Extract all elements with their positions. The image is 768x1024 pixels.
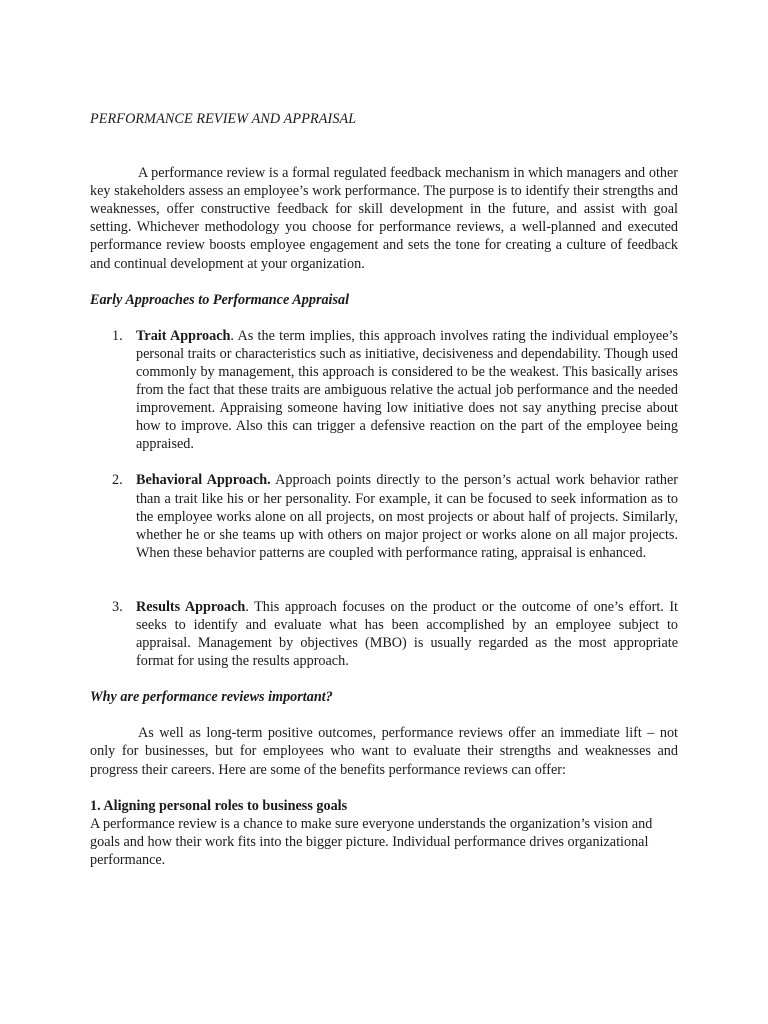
section-heading-why-important: Why are performance reviews important? [90, 689, 333, 706]
approaches-list [90, 327, 678, 671]
document-title: PERFORMANCE REVIEW AND APPRAISAL [90, 111, 357, 127]
approach-description: Approach points directly to the person’s actual work behavior rather than a trait like his or her personality. For example, it can be focused to seek information as to the employee works alone on all projects, on most projects or about half of projects. Similarly, whether he or she teams up with others on major project or works alone on all major projects. When these behavior patterns are coupled with performance rating, appraisal is enhanced. [136, 472, 678, 561]
why-important-paragraph: As well as long-term positive outcomes, performance reviews offer an immediate lift – not only for businesses, but for employees who want to evaluate their strengths and weaknesses and progress their careers. Here are some of the benefits performance reviews can offer: [90, 725, 678, 778]
document-page [90, 110, 678, 869]
section-heading-early-approaches: Early Approaches to Performance Appraisal [90, 291, 350, 308]
benefit-paragraph-aligning-roles: A performance review is a chance to make sure everyone understands the organization’s vision and goals and how their work fits into the bigger picture. Individual performance drives organizational performance. [90, 815, 653, 868]
list-item-results-approach [90, 598, 678, 670]
approach-term: Trait Approach [136, 327, 231, 344]
list-number: 2. [112, 472, 123, 489]
approach-description: . As the term implies, this approach involves rating the individual employee’s personal traits or characteristics such as initiative, decisiveness and dependability. Though used commonly by management, this approach is considered to be the weakest. This basically arises from the fact that these traits are ambiguous relative the actual job performance and the needed improvement. Appraising someone having low initiative does not say anything precise about how to improve. Also this can trigger a defensive reaction on the part of the employee being appraised. [136, 327, 678, 453]
approach-description: . This approach focuses on the product or the outcome of one’s effort. It seeks to identify and evaluate what has been accomplished by an employee subject to appraisal. Management by objectives (MBO) is usually regarded as the most appropriate format for using the results approach. [136, 598, 678, 670]
list-item-behavioral-approach [90, 471, 678, 561]
benefit-heading-aligning-roles: 1. Aligning personal roles to business goals [90, 797, 348, 814]
list-number: 1. [112, 327, 123, 344]
list-number: 3. [112, 598, 123, 615]
intro-paragraph: A performance review is a formal regulated feedback mechanism in which managers and other key stakeholders assess an employee’s work performance. The purpose is to identify their strengths and weaknesses, offer constructive feedback for skill development in the future, and assist with goal setting. Whichever methodology you choose for performance reviews, a well-planned and executed performance review boosts employee engagement and sets the tone for creating a culture of feedback and continual development at your organization. [90, 165, 678, 272]
list-item-trait-approach [90, 327, 678, 454]
approach-term: Results Approach [136, 598, 246, 615]
approach-term: Behavioral Approach. [136, 472, 271, 489]
